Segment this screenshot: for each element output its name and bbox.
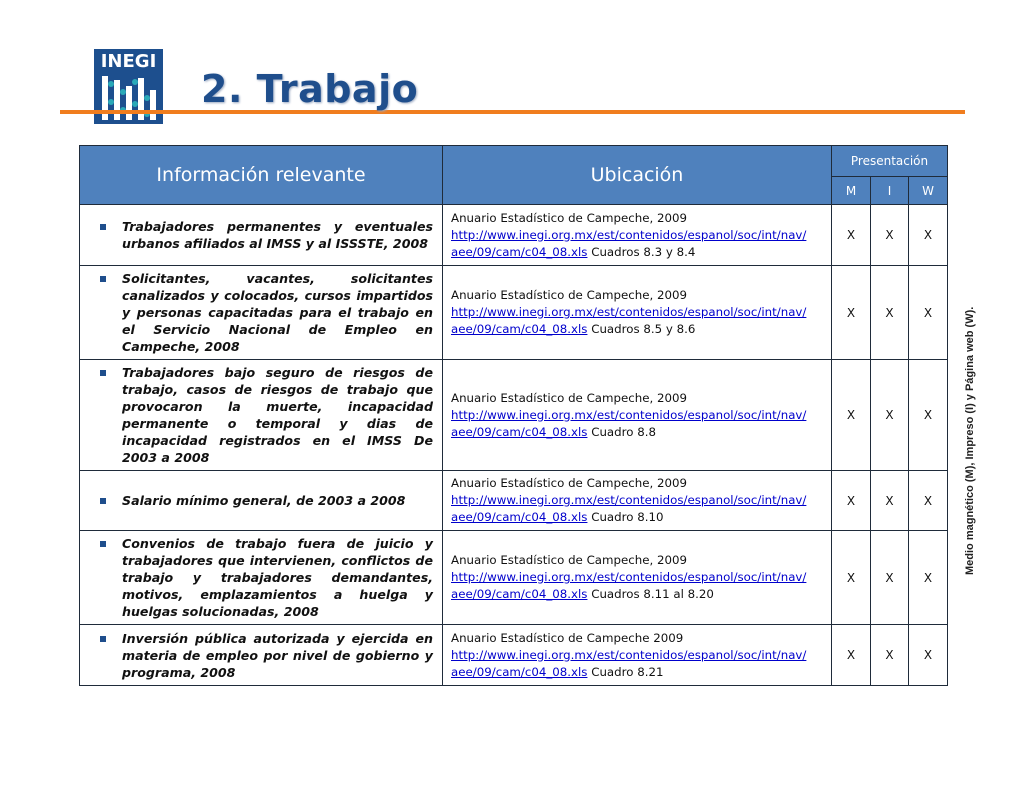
cuadro-text: Cuadro 8.10 — [587, 510, 664, 524]
source-text: Anuario Estadístico de Campeche 2009 — [451, 630, 684, 645]
square-bullet-icon — [100, 224, 106, 230]
mark-m: X — [832, 266, 871, 360]
source-link[interactable]: http://www.inegi.org.mx/est/contenidos/espanol/soc/int/nav/ aee/09/cam/c04_08.xls — [451, 647, 807, 679]
mark-m: X — [832, 531, 871, 625]
source-text: Anuario Estadístico de Campeche, 2009 — [451, 390, 688, 405]
header-info: Información relevante — [80, 146, 443, 205]
logo-text: INEGI — [100, 51, 157, 72]
mark-i: X — [871, 266, 909, 360]
source-link[interactable]: http://www.inegi.org.mx/est/contenidos/espanol/soc/int/nav/ aee/09/cam/c04_08.xls — [451, 493, 807, 524]
mark-i: X — [871, 471, 909, 531]
mark-m: X — [832, 205, 871, 266]
header-m: M — [832, 177, 871, 205]
table-row — [80, 531, 948, 625]
title-underline — [60, 110, 965, 114]
location-cell — [443, 471, 832, 531]
header-location: Ubicación — [443, 146, 832, 205]
source-link[interactable]: http://www.inegi.org.mx/est/contenidos/espanol/soc/int/nav/ aee/09/cam/c04_08.xls — [451, 570, 807, 601]
page-title: 2. Trabajo — [201, 67, 419, 111]
cuadro-text: Cuadro 8.8 — [587, 424, 656, 439]
description-text: Trabajadores permanentes y eventuales urbanos afiliados al IMSS y al ISSSTE, 2008 — [122, 219, 433, 251]
header-w: W — [909, 177, 948, 205]
table-row — [80, 471, 948, 531]
location-cell — [443, 266, 832, 360]
header-presentation: Presentación — [832, 146, 948, 177]
cuadro-text: Cuadros 8.5 y 8.6 — [587, 322, 696, 336]
mark-m: X — [832, 360, 871, 471]
square-bullet-icon — [100, 276, 106, 282]
source-link[interactable]: http://www.inegi.org.mx/est/contenidos/espanol/soc/int/nav/ aee/09/cam/c04_08.xls — [451, 227, 807, 259]
mark-w: X — [909, 360, 948, 471]
cuadro-text: Cuadro 8.21 — [587, 664, 664, 679]
table-row — [80, 360, 948, 471]
source-text: Anuario Estadístico de Campeche, 2009 — [451, 288, 688, 302]
source-text: Anuario Estadístico de Campeche, 2009 — [451, 476, 688, 490]
location-cell — [443, 360, 832, 471]
source-link[interactable]: http://www.inegi.org.mx/est/contenidos/espanol/soc/int/nav/ aee/09/cam/c04_08.xls — [451, 407, 807, 439]
source-text: Anuario Estadístico de Campeche, 2009 — [451, 553, 688, 567]
mark-i: X — [871, 531, 909, 625]
source-text: Anuario Estadístico de Campeche, 2009 — [451, 210, 688, 225]
mark-i: X — [871, 625, 909, 686]
table-row — [80, 266, 948, 360]
mark-i: X — [871, 205, 909, 266]
location-cell — [443, 625, 832, 686]
source-link[interactable]: http://www.inegi.org.mx/est/contenidos/espanol/soc/int/nav/ aee/09/cam/c04_08.xls — [451, 305, 807, 336]
description-text: Inversión pública autorizada y ejercida en materia de empleo por nivel de gobierno y programa, 2008 — [122, 630, 433, 680]
square-bullet-icon — [100, 370, 106, 376]
mark-m: X — [832, 471, 871, 531]
description-text: Convenios de trabajo fuera de juicio y trabajadores que intervienen, conflictos de trabajo y trabajadores demandantes, motivos, emplazamientos a huelga y huelgas solucionadas, 2008 — [122, 536, 433, 619]
presentation-legend: Medio magnético (M), Impreso (I) y Página web (W). — [964, 306, 976, 575]
description-text: Solicitantes, vacantes, solicitantes canalizados y colocados, cursos impartidos y personas capacitadas para el trabajo en el Servicio Nacional de Empleo en Campeche, 2008 — [122, 271, 433, 354]
mark-w: X — [909, 471, 948, 531]
mark-w: X — [909, 266, 948, 360]
information-table — [79, 145, 948, 686]
description-cell — [80, 625, 443, 686]
mark-w: X — [909, 625, 948, 686]
description-cell — [80, 266, 443, 360]
mark-w: X — [909, 205, 948, 266]
description-cell — [80, 205, 443, 266]
location-cell — [443, 205, 832, 266]
square-bullet-icon — [100, 498, 106, 504]
mark-w: X — [909, 531, 948, 625]
cuadro-text: Cuadros 8.3 y 8.4 — [587, 244, 696, 259]
mark-m: X — [832, 625, 871, 686]
description-text: Salario mínimo general, de 2003 a 2008 — [122, 493, 406, 508]
square-bullet-icon — [100, 636, 106, 642]
description-cell — [80, 360, 443, 471]
square-bullet-icon — [100, 541, 106, 547]
table-row — [80, 205, 948, 266]
description-cell — [80, 471, 443, 531]
table-row — [80, 625, 948, 686]
cuadro-text: Cuadros 8.11 al 8.20 — [587, 587, 714, 601]
description-cell — [80, 531, 443, 625]
description-text: Trabajadores bajo seguro de riesgos de trabajo, casos de riesgos de trabajo que provocaron la muerte, incapacidad permanente o temporal y dias de incapacidad registrados en el IMSS De 2003 a 2008 — [122, 365, 433, 465]
location-cell — [443, 531, 832, 625]
mark-i: X — [871, 360, 909, 471]
header-i: I — [871, 177, 909, 205]
